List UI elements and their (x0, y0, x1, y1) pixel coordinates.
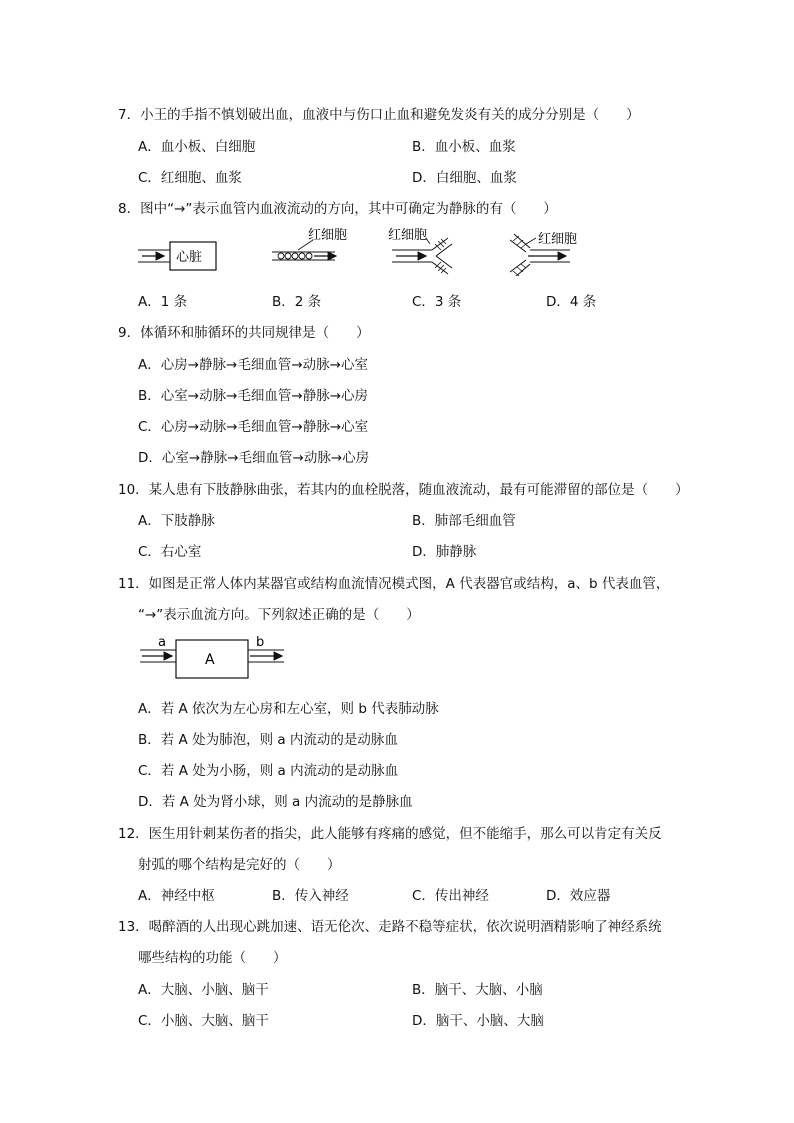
q10-option-c: C．右心室 (138, 544, 202, 560)
q8-stem: 8．图中“→”表示血管内血液流动的方向，其中可确定为静脉的有（ ） (118, 201, 557, 217)
blood-vessel-diagrams (130, 226, 590, 276)
q9-option-c: C．心房→动脉→毛细血管→静脉→心室 (138, 419, 369, 435)
q8-figure (130, 226, 590, 276)
q12-stem-line2: 射弧的哪个结构是完好的（ ） (138, 857, 341, 873)
q9-stem: 9．体循环和肺循环的共同规律是（ ） (118, 325, 370, 341)
vessel-b-label: b (256, 635, 265, 650)
q12-option-d: D．效应器 (546, 888, 611, 904)
rbc-label-4: 红细胞 (538, 232, 578, 247)
q11-option-b: B．若 A 处为肺泡，则 a 内流动的是动脉血 (138, 732, 398, 748)
figure-merging-vessels (388, 228, 452, 274)
q8-option-d: D．4 条 (546, 294, 597, 310)
q8-option-a: A．1 条 (138, 294, 188, 310)
q13-stem-line1: 13．喝醉酒的人出现心跳加速、语无伦次、走路不稳等症状，依次说明酒精影响了神经系统 (118, 919, 662, 935)
q10-option-a: A．下肢静脉 (138, 513, 215, 529)
q12-stem-line1: 12．医生用针刺某伤者的指尖，此人能够有疼痛的感觉，但不能缩手，那么可以肯定有关反 (118, 826, 662, 842)
figure-capillary (272, 228, 347, 260)
q11-option-a: A．若 A 依次为左心房和左心室，则 b 代表肺动脉 (138, 701, 439, 717)
q10-option-b: B．肺部毛细血管 (412, 513, 516, 529)
q7-option-c: C．红细胞、血浆 (138, 170, 242, 186)
q11-stem-line2: “→”表示血流方向。下列叙述正确的是（ ） (138, 607, 420, 623)
vessel-a-label: a (158, 635, 166, 650)
organ-blood-flow-diagram (136, 632, 296, 682)
q11-option-c: C．若 A 处为小肠，则 a 内流动的是动脉血 (138, 763, 399, 779)
q9-option-d: D．心室→静脉→毛细血管→动脉→心房 (138, 450, 370, 466)
q12-option-c: C．传出神经 (412, 888, 489, 904)
figure-heart-vessel (138, 242, 216, 270)
q12-option-a: A．神经中枢 (138, 888, 215, 904)
q8-option-c: C．3 条 (412, 294, 462, 310)
q11-figure (136, 632, 296, 682)
q7-stem: 7．小王的手指不慎划破出血，血液中与伤口止血和避免发炎有关的成分分别是（ ） (118, 107, 640, 123)
q11-option-d: D．若 A 处为肾小球，则 a 内流动的是静脉血 (138, 794, 413, 810)
q9-option-a: A．心房→静脉→毛细血管→动脉→心室 (138, 357, 368, 373)
rbc-label-2: 红细胞 (308, 228, 348, 243)
q7-option-d: D．白细胞、血浆 (412, 170, 517, 186)
q13-option-a: A．大脑、小脑、脑干 (138, 982, 269, 998)
q7-option-b: B．血小板、血浆 (412, 139, 516, 155)
q7-option-a: A．血小板、白细胞 (138, 139, 256, 155)
heart-label: 心脏 (176, 250, 203, 265)
q13-option-b: B．脑干、大脑、小脑 (412, 982, 543, 998)
q10-option-d: D．肺静脉 (412, 544, 477, 560)
q11-stem-line1: 11．如图是正常人体内某器官或结构血流情况模式图，A 代表器官或结构，a、b 代表血管， (118, 576, 670, 592)
q13-stem-line2: 哪些结构的功能（ ） (138, 950, 287, 966)
figure-branching-vessels (510, 232, 577, 276)
rbc-label-3: 红细胞 (388, 228, 428, 243)
q12-option-b: B．传入神经 (272, 888, 349, 904)
q9-option-b: B．心室→动脉→毛细血管→静脉→心房 (138, 388, 369, 404)
q8-option-b: B．2 条 (272, 294, 322, 310)
organ-a-label: A (205, 652, 215, 668)
q13-option-d: D．脑干、小脑、大脑 (412, 1013, 544, 1029)
q10-stem: 10．某人患有下肢静脉曲张，若其内的血栓脱落，随血液流动，最有可能滞留的部位是（ ） (118, 482, 689, 498)
q13-option-c: C．小脑、大脑、脑干 (138, 1013, 269, 1029)
